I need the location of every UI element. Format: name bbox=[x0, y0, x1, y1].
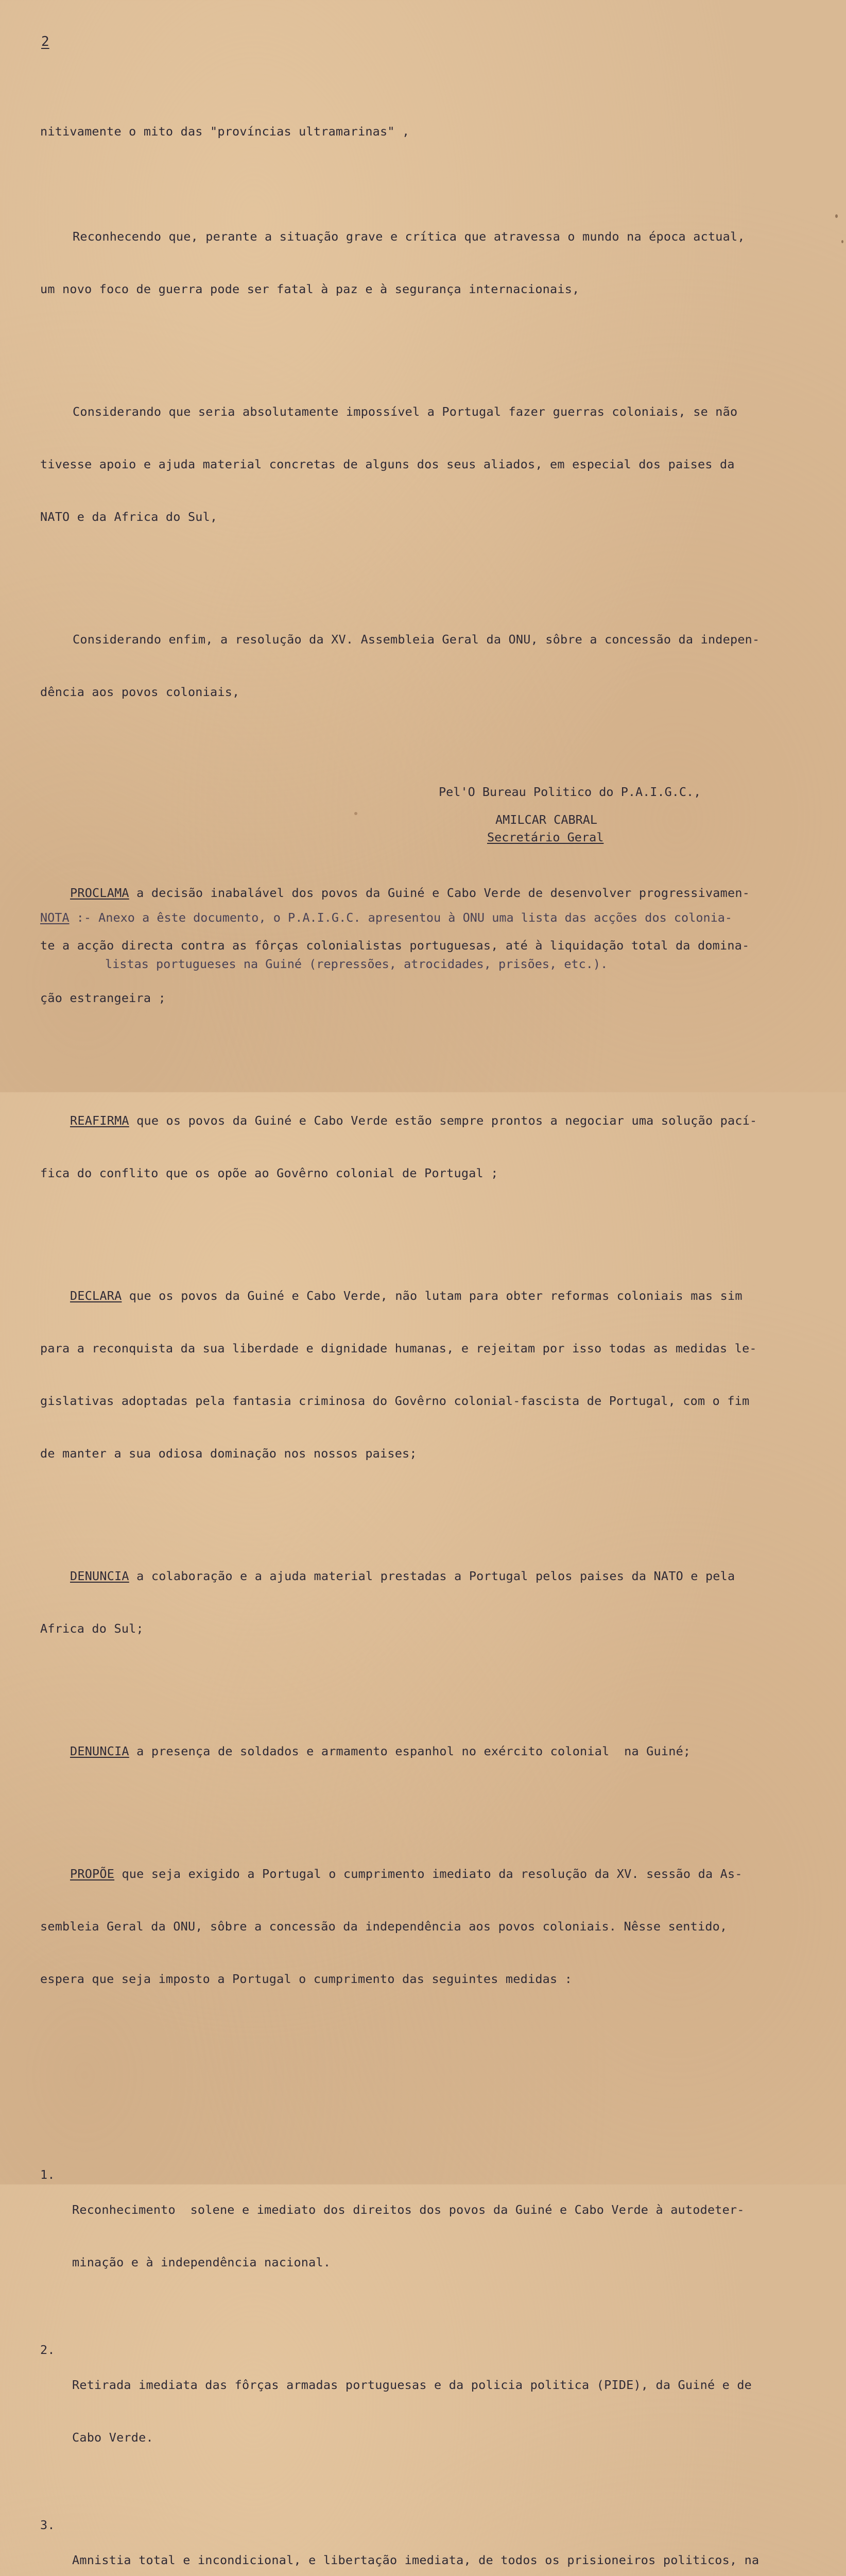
list-item: 2. Retirada imediata das fôrças armadas portuguesas e da policia politica (PIDE), da Guiné e de Cabo Verde. bbox=[40, 2341, 823, 2481]
paper-speck bbox=[841, 240, 843, 243]
keyword: DENUNCIA bbox=[70, 1569, 129, 1583]
declaration-declara: DECLARA que os povos da Guiné e Cabo Verde, não lutam para obter reformas coloniais mas sim para a reconquista da sua liberdade e dignidade humanas, e rejeitam por isso todas as medidas le- gislativas adoptadas pela fantasia criminosa do Govêrno colonial-fascista de Portugal, com o fim de manter a sua odiosa dominação nos nossos paises; bbox=[40, 1289, 757, 1461]
list-number: 3. bbox=[40, 2518, 55, 2532]
measures-list bbox=[40, 2131, 823, 2576]
keyword: REAFIRMA bbox=[70, 1113, 129, 1128]
opening-line: nitivamente o mito das "províncias ultramarinas" , bbox=[40, 124, 410, 139]
preamble-paragraph: Considerando que seria absolutamente impossível a Portugal fazer guerras coloniais, se não tivesse apoio e ajuda material concretas de alguns dos seus aliados, em especial dos paises da NATO e da Africa do Sul, bbox=[40, 404, 738, 524]
keyword: DENUNCIA bbox=[70, 1744, 129, 1758]
preamble-paragraph: Reconhecendo que, perante a situação grave e crítica que atravessa o mundo na época actual, um novo foco de guerra pode ser fatal à paz e à segurança internacionais, bbox=[40, 229, 745, 296]
list-item: 1. Reconhecimento solene e imediato dos direitos dos povos da Guiné e Cabo Verde à autodeter- minação e à independência nacional. bbox=[40, 2166, 823, 2306]
declaration-proclama: PROCLAMA a decisão inabalável dos povos da Guiné e Cabo Verde de desenvolver progressivamen- te a acção directa contra as fôrças colonialistas portuguesas, até à liquidação total da domina- ção estrangeira ; bbox=[40, 886, 750, 1005]
keyword: PROPÕE bbox=[70, 1867, 115, 1881]
page-number: 2 bbox=[41, 34, 49, 49]
list-item: 3. Amnistia total e incondicional, e libertação imediata, de todos os prisioneiros politicos, na bbox=[40, 2516, 823, 2576]
declaration-denuncia: DENUNCIA a presença de soldados e armamento espanhol no exército colonial na Guiné; bbox=[70, 1744, 691, 1758]
keyword: DECLARA bbox=[70, 1289, 122, 1303]
declaration-propoe: PROPÕE que seja exigido a Portugal o cumprimento imediato da resolução da XV. sessão da As- sembleia Geral da ONU, sôbre a concessão da independência aos povos coloniais. Nêsse sentido, espera que seja imposto a Portugal o cumprimento das seguintes medidas : bbox=[40, 1867, 743, 1986]
signer-name: AMILCAR CABRAL bbox=[495, 812, 598, 827]
paper-speck bbox=[835, 214, 838, 218]
list-number: 1. bbox=[40, 2167, 55, 2182]
declaration-denuncia: DENUNCIA a colaboração e a ajuda material prestadas a Portugal pelos paises da NATO e pela Africa do Sul; bbox=[40, 1569, 735, 1636]
nota-keyword: NOTA bbox=[40, 910, 70, 925]
keyword: PROCLAMA bbox=[70, 886, 129, 900]
declaration-reafirma: REAFIRMA que os povos da Guiné e Cabo Verde estão sempre prontos a negociar uma solução pací- fica do conflito que os opõe ao Govêrno colonial de Portugal ; bbox=[40, 1113, 757, 1180]
preamble-paragraph: Considerando enfim, a resolução da XV. Assembleia Geral da ONU, sôbre a concessão da indepen- dência aos povos coloniais, bbox=[40, 632, 760, 699]
list-number: 2. bbox=[40, 2343, 55, 2357]
signer-title: Secretário Geral bbox=[487, 830, 604, 844]
bureau-line: Pel'O Bureau Politico do P.A.I.G.C., bbox=[439, 785, 701, 799]
document-body bbox=[40, 40, 823, 2576]
nota-block: NOTA :- Anexo a êste documento, o P.A.I.G.C. apresentou à ONU uma lista das acções dos colonia- listas portugueses na Guiné (repressões, atrocidades, prisões, etc.). bbox=[40, 910, 733, 971]
paper-speck bbox=[354, 812, 357, 815]
